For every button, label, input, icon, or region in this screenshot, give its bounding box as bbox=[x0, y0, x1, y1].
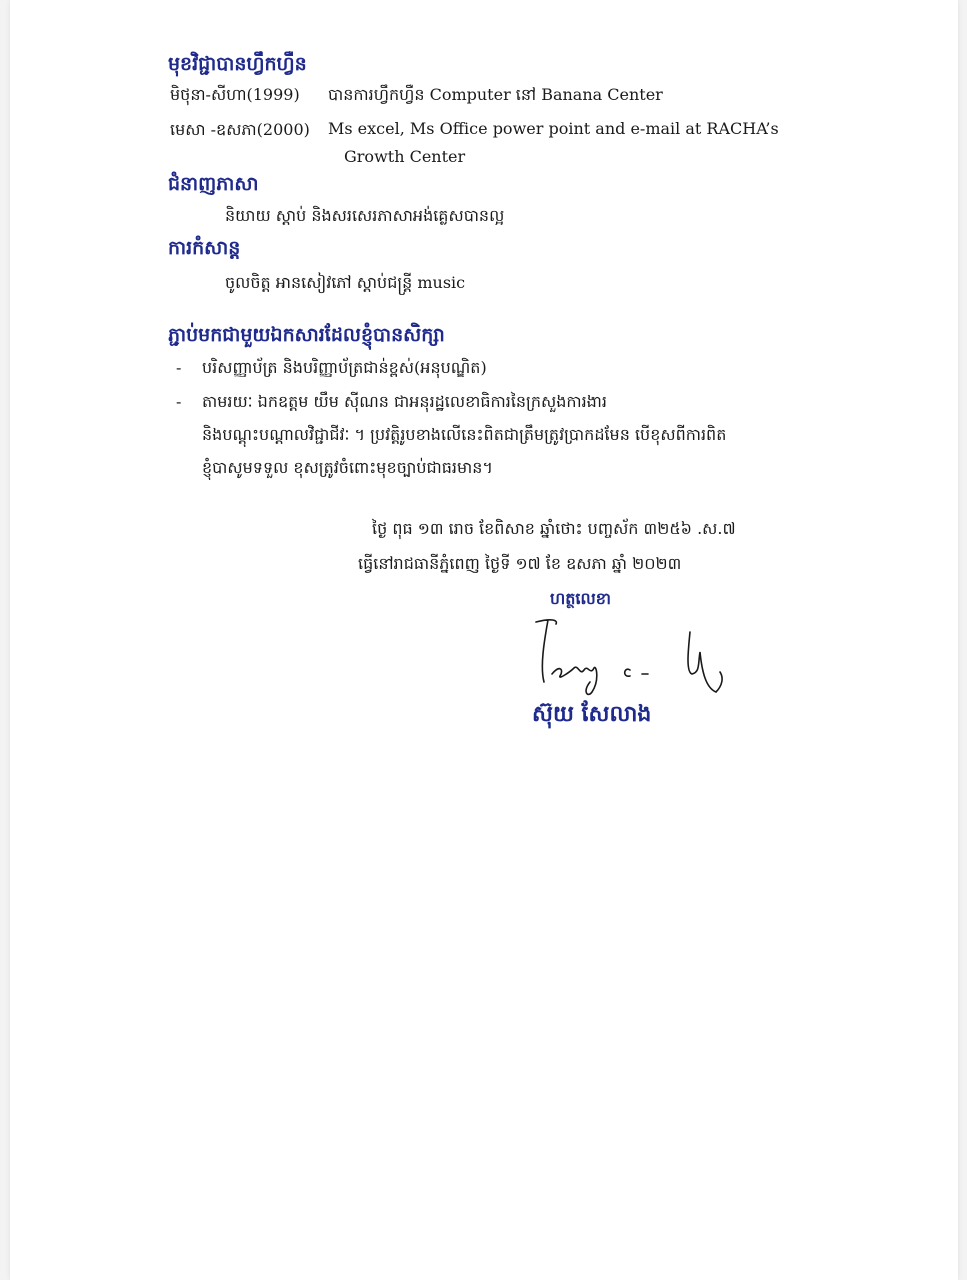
attachment-continuation-1: និងបណ្តុះបណ្តាលវិជ្ជាជីវៈ ។ ប្រវត្តិរូបខាងលើនេះពិតជាត្រឹមត្រូវប្រាកដមែន បើខុសពីការពិត bbox=[202, 425, 727, 444]
bullet-dash: - bbox=[176, 358, 182, 377]
languages-heading: ជំនាញភាសា bbox=[168, 173, 259, 195]
attachment-item-1: បរិសញ្ញាប័ត្រ និងបរិញ្ញាប័ត្រជាន់ខ្ពស់(អនុបណ្ឌិត) bbox=[202, 358, 487, 377]
training-text-2: Ms excel, Ms Office power point and e-mail at RACHA’s bbox=[328, 119, 779, 138]
training-text-2-cont: Growth Center bbox=[344, 147, 466, 166]
bullet-dash: - bbox=[176, 392, 182, 411]
hobbies-heading: ការកំសាន្ត bbox=[168, 237, 241, 259]
handwritten-signature bbox=[530, 612, 750, 702]
signature-label: ហត្ថលេខា bbox=[550, 589, 611, 608]
attachments-heading: ភ្ជាប់មកជាមួយឯកសារដែលខ្ញុំបានសិក្សា bbox=[168, 324, 445, 346]
training-period-2: មេសា -ឧសភា(2000) bbox=[170, 120, 310, 139]
training-heading: មុខវិជ្ជាបានហ្វឹកហ្វឺន bbox=[168, 53, 307, 75]
place-date: ធ្វើនៅរាជធានីភ្នំពេញ ថ្ងៃទី ១៧ ខែ ឧសភា ឆ្នាំ ២០២៣ bbox=[358, 554, 682, 573]
training-text-1: បានការហ្វឹកហ្វឺន Computer នៅ Banana Center bbox=[328, 85, 663, 104]
hobbies-text: ចូលចិត្ត អានសៀវភៅ ស្តាប់ជន្ត្រី music bbox=[225, 273, 466, 292]
attachment-continuation-2: ខ្ញុំបាសូមទទួល ខុសត្រូវចំពោះមុខច្បាប់ជាធរមាន។ bbox=[202, 458, 493, 477]
languages-text: និយាយ ស្តាប់ និងសរសេរភាសាអង់គ្លេសបានល្អ bbox=[225, 206, 505, 225]
attachment-item-2: តាមរយៈ ឯកឧត្តម យឹម ស៊ីណន ជាអនុរដ្ឋលេខាធិការនៃក្រសួងការងារ bbox=[202, 392, 607, 411]
signature-name: ស៊ុយ សែលាង bbox=[532, 702, 652, 727]
training-period-1: មិថុនា-សីហា(1999) bbox=[170, 85, 300, 104]
lunar-date: ថ្ងៃ ពុធ ១៣ រោច ខែពិសាខ ឆ្នាំថោះ បញ្ចស័ក ៣២៥៦ .ស.៧ bbox=[372, 519, 736, 538]
resume-page bbox=[10, 0, 958, 1280]
